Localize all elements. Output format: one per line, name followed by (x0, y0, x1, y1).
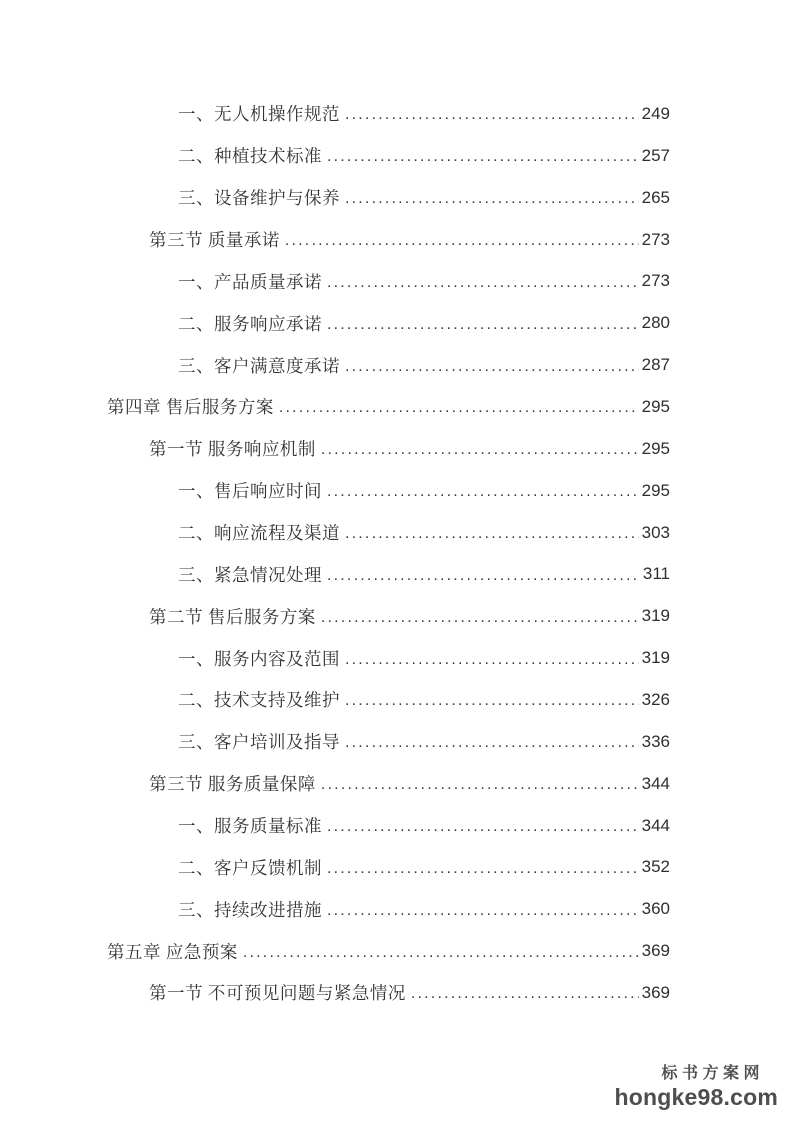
toc-entry[interactable] (107, 512, 670, 554)
toc-entry[interactable] (107, 888, 670, 930)
toc-entry-title: 二、响应流程及渠道 (178, 523, 340, 544)
toc-entry-page: 295 (641, 480, 670, 500)
toc-entry[interactable] (107, 93, 670, 135)
toc-entry-title: 三、持续改进措施 (178, 899, 322, 920)
toc-entry[interactable] (107, 972, 670, 1014)
toc-entry[interactable] (107, 637, 670, 679)
toc-dot-leader (345, 731, 639, 752)
toc-dot-leader (321, 773, 639, 794)
toc-entry-title: 第三节 服务质量保障 (149, 774, 316, 795)
toc-entry[interactable] (107, 302, 670, 344)
toc-entry-page: 273 (641, 271, 670, 291)
toc-entry[interactable] (107, 679, 670, 721)
toc-entry[interactable] (107, 344, 670, 386)
toc-entry-page: 257 (641, 145, 670, 165)
toc-entry-page: 249 (641, 103, 670, 123)
toc-entry-page: 344 (641, 815, 670, 835)
toc-entry-page: 360 (641, 899, 670, 919)
toc-entry-page: 295 (641, 396, 670, 416)
toc-entry-title: 一、服务内容及范围 (178, 648, 340, 669)
toc-dot-leader (345, 522, 639, 543)
toc-entry-title: 二、客户反馈机制 (178, 857, 322, 878)
toc-entry-page: 326 (641, 689, 670, 709)
toc-entry[interactable] (107, 763, 670, 805)
toc-dot-leader (327, 815, 639, 836)
toc-entry[interactable] (107, 219, 670, 261)
toc-dot-leader (345, 648, 639, 669)
toc-dot-leader (327, 313, 639, 334)
toc-entry-page: 369 (641, 982, 670, 1002)
toc-entry-page: 273 (641, 229, 670, 249)
toc-entry[interactable] (107, 553, 670, 595)
toc-entry[interactable] (107, 721, 670, 763)
toc-entry-title: 一、无人机操作规范 (178, 104, 340, 125)
toc-dot-leader (327, 480, 639, 501)
toc-entry[interactable] (107, 260, 670, 302)
toc-dot-leader (285, 229, 639, 250)
site-watermark (615, 1065, 778, 1110)
toc-entry-page: 319 (641, 648, 670, 668)
toc-entry-page: 369 (641, 941, 670, 961)
toc-entry-page: 295 (641, 438, 670, 458)
toc-entry[interactable] (107, 470, 670, 512)
watermark-site-name: 标书方案网 (661, 1065, 764, 1083)
toc-entry-title: 三、紧急情况处理 (178, 564, 322, 585)
toc-entry-page: 344 (641, 773, 670, 793)
table-of-contents (107, 93, 670, 1014)
toc-entry-title: 第一节 服务响应机制 (149, 439, 316, 460)
toc-entry-title: 三、设备维护与保养 (178, 188, 340, 209)
toc-entry-title: 第二节 售后服务方案 (149, 606, 316, 627)
toc-dot-leader (321, 438, 639, 459)
toc-entry-title: 三、客户满意度承诺 (178, 355, 340, 376)
toc-entry-title: 第五章 应急预案 (107, 941, 238, 962)
toc-dot-leader (327, 271, 639, 292)
toc-dot-leader (411, 982, 639, 1003)
toc-entry-page: 352 (641, 857, 670, 877)
toc-dot-leader (345, 187, 639, 208)
toc-dot-leader (243, 941, 639, 962)
toc-entry-page: 287 (641, 355, 670, 375)
toc-entry[interactable] (107, 930, 670, 972)
toc-dot-leader (345, 689, 639, 710)
toc-entry-page: 265 (641, 187, 670, 207)
toc-entry-title: 一、产品质量承诺 (178, 271, 322, 292)
toc-entry[interactable] (107, 135, 670, 177)
toc-entry-title: 第三节 质量承诺 (149, 230, 280, 250)
toc-entry-page: 311 (642, 564, 670, 584)
toc-entry-title: 一、售后响应时间 (178, 481, 322, 502)
toc-entry-page: 280 (641, 313, 670, 333)
toc-entry-title: 二、服务响应承诺 (178, 313, 322, 334)
toc-dot-leader (345, 355, 639, 376)
toc-dot-leader (321, 606, 639, 627)
toc-entry[interactable] (107, 177, 670, 219)
toc-dot-leader (327, 145, 639, 166)
toc-entry-title: 第一节 不可预见问题与紧急情况 (149, 983, 406, 1004)
toc-dot-leader (327, 564, 640, 585)
toc-entry-title: 二、技术支持及维护 (178, 690, 340, 711)
toc-dot-leader (279, 396, 639, 417)
toc-entry[interactable] (107, 428, 670, 470)
toc-entry-title: 第四章 售后服务方案 (107, 397, 274, 418)
toc-entry-title: 一、服务质量标准 (178, 816, 322, 837)
watermark-site-url: hongke98.com (614, 1083, 778, 1110)
toc-entry[interactable] (107, 846, 670, 888)
toc-dot-leader (327, 899, 639, 920)
toc-entry[interactable] (107, 805, 670, 847)
toc-dot-leader (327, 857, 639, 878)
toc-entry-title: 二、种植技术标准 (178, 146, 322, 167)
toc-entry-page: 336 (641, 731, 670, 751)
toc-entry-title: 三、客户培训及指导 (178, 732, 340, 753)
toc-dot-leader (345, 103, 639, 124)
toc-entry-page: 303 (641, 522, 670, 542)
toc-entry-page: 319 (641, 606, 670, 626)
toc-entry[interactable] (107, 595, 670, 637)
toc-entry[interactable] (107, 386, 670, 428)
